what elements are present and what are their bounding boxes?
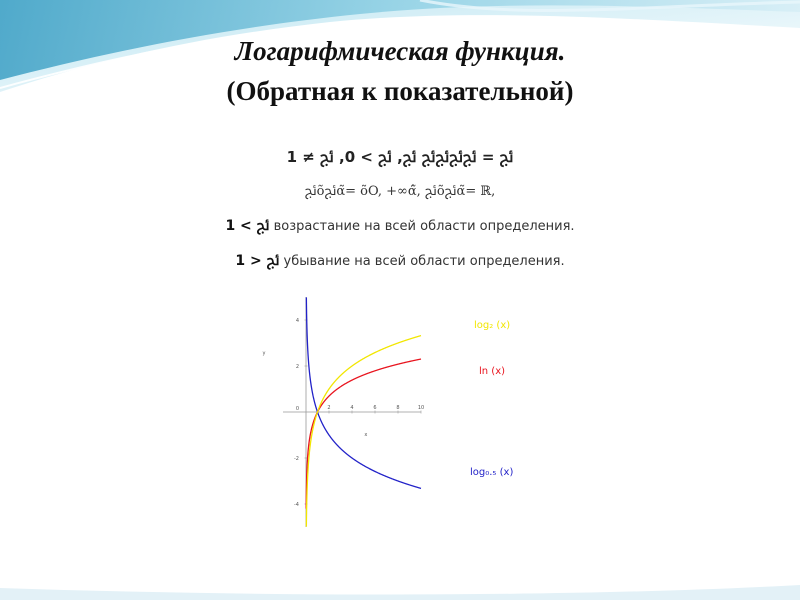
domain-range-formula: ﰀõﰀα̃= õO, +∞ά̃, ﰀõﰀα̃= ℝ, [304,184,496,199]
x-tick-label: 4 [350,405,354,411]
chart-svg [259,294,522,530]
y-tick-label: -2 [294,456,299,462]
series-label-ln: ln (x) [479,366,506,377]
slide-title-line-2: (Обратная к показательной) [226,76,574,106]
x-tick-label: 6 [373,405,377,411]
function-formula: ﰀ = ﰀﰀﰀﰀ ﰀ, ﰀ > 0, ﰀ ≠ 1 [286,148,514,166]
x-axis-label: x [364,432,368,438]
y-tick-label: -4 [294,502,299,508]
series-line-log05 [306,297,421,488]
y-axis-label: y [262,350,266,357]
condition-decreasing-text: убывание на всей области определения. [279,254,565,269]
x-tick-label: 8 [396,405,400,411]
slide-title-line-1: Логарифмическая функция. [234,36,566,66]
series-label-log2: log₂ (x) [474,320,511,331]
condition-increasing-symbol: ﰀ > 1 [225,218,270,234]
x-tick-label: 10 [417,405,425,411]
condition-decreasing-symbol: ﰀ < 1 [235,253,280,269]
origin-label: 0 [295,406,299,412]
y-tick-label: 2 [295,364,299,370]
logarithm-graph [259,294,522,530]
condition-increasing [0,212,800,239]
y-tick-label: 4 [295,318,299,324]
condition-increasing-text: возрастание на всей области определения. [269,219,575,234]
x-tick-label: 2 [327,405,331,411]
condition-decreasing [0,247,800,274]
series-label-log05: log₀.₅ (x) [470,467,514,478]
